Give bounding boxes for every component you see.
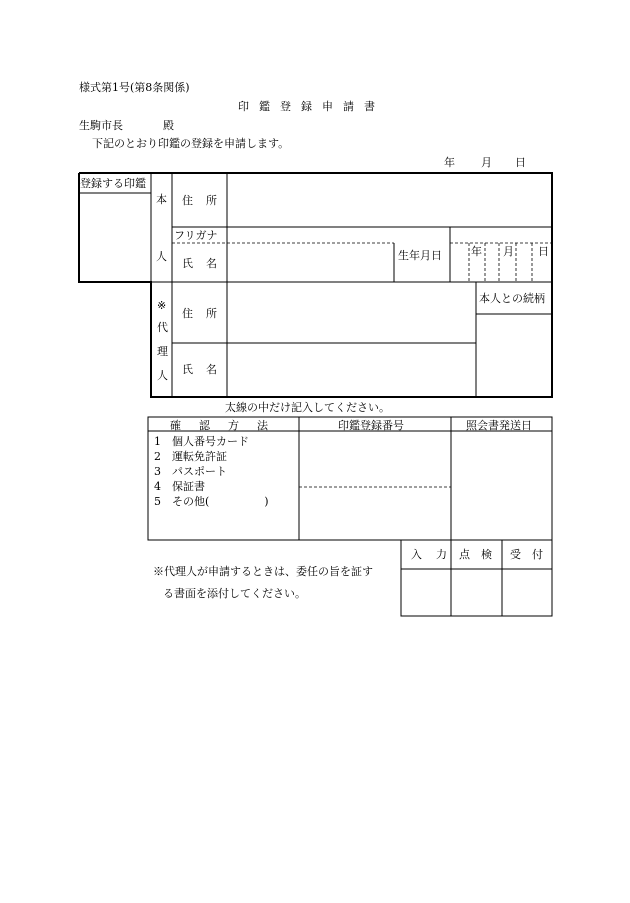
agent-name-field[interactable] [228, 344, 475, 396]
method-num-5: 5 [154, 495, 161, 508]
header-seal-number: 印鑑登録番号 [338, 419, 404, 432]
header-inquiry-date: 照会書発送日 [466, 419, 532, 432]
furigana-field[interactable] [228, 228, 393, 242]
agent-address-field[interactable] [228, 283, 475, 342]
stamp-header-input: 入力 [411, 548, 461, 561]
name-field[interactable] [228, 244, 393, 281]
method-num-3: 3 [154, 465, 161, 478]
agent-mark: ※ [157, 299, 167, 312]
seal-box[interactable] [80, 194, 150, 281]
agent-note-line-1: ※代理人が申請するときは、委任の旨を証す [153, 565, 373, 578]
method-label-2: 運転免許証 [172, 450, 227, 463]
page-title: 印鑑登録申請書 [238, 100, 385, 113]
intro-text: 下記のとおり印鑑の登録を申請します。 [92, 137, 290, 150]
birth-year-label: 年 [471, 245, 482, 258]
header-method: 確認方法 [170, 419, 286, 432]
name-label: 氏名 [182, 257, 230, 270]
birthdate-label: 生年月日 [398, 249, 442, 262]
agent-char-1: 代 [157, 321, 168, 334]
agent-char-3: 人 [157, 369, 168, 382]
addressee: 生駒市長 [79, 119, 123, 132]
date-year-label: 年 [444, 156, 455, 169]
method-num-4: 4 [154, 480, 161, 493]
honorific: 殿 [163, 119, 174, 132]
method-num-1: 1 [154, 435, 161, 448]
applicant-char-1: 本 [156, 193, 167, 206]
relationship-label: 本人との続柄 [479, 292, 545, 305]
method-label-5: その他( ) [172, 495, 269, 508]
seal-label: 登録する印鑑 [80, 177, 146, 190]
form-number: 様式第1号(第8条関係) [79, 81, 190, 94]
agent-address-label: 住所 [182, 307, 230, 320]
method-label-3: パスポート [172, 465, 227, 478]
agent-char-2: 理 [157, 345, 168, 358]
address-field[interactable] [228, 174, 551, 226]
agent-note-line-2: る書面を添付してください。 [163, 587, 306, 600]
applicant-char-2: 人 [156, 250, 167, 263]
bold-line-note: 太線の中だけ記入してください。 [225, 401, 390, 414]
birthdate-field[interactable] [451, 244, 551, 281]
method-label-1: 個人番号カード [172, 435, 249, 448]
agent-name-label: 氏名 [182, 363, 230, 376]
stamp-header-check: 点検 [459, 548, 503, 561]
date-month-label: 月 [481, 156, 492, 169]
relationship-field[interactable] [477, 315, 551, 396]
birth-day-label: 日 [538, 245, 549, 258]
method-label-4: 保証書 [172, 480, 205, 493]
furigana-label: フリガナ [174, 229, 218, 242]
stamp-header-accept: 受付 [510, 548, 554, 561]
birth-month-label: 月 [503, 245, 514, 258]
address-label: 住所 [182, 194, 230, 207]
method-num-2: 2 [154, 450, 161, 463]
date-day-label: 日 [515, 156, 526, 169]
